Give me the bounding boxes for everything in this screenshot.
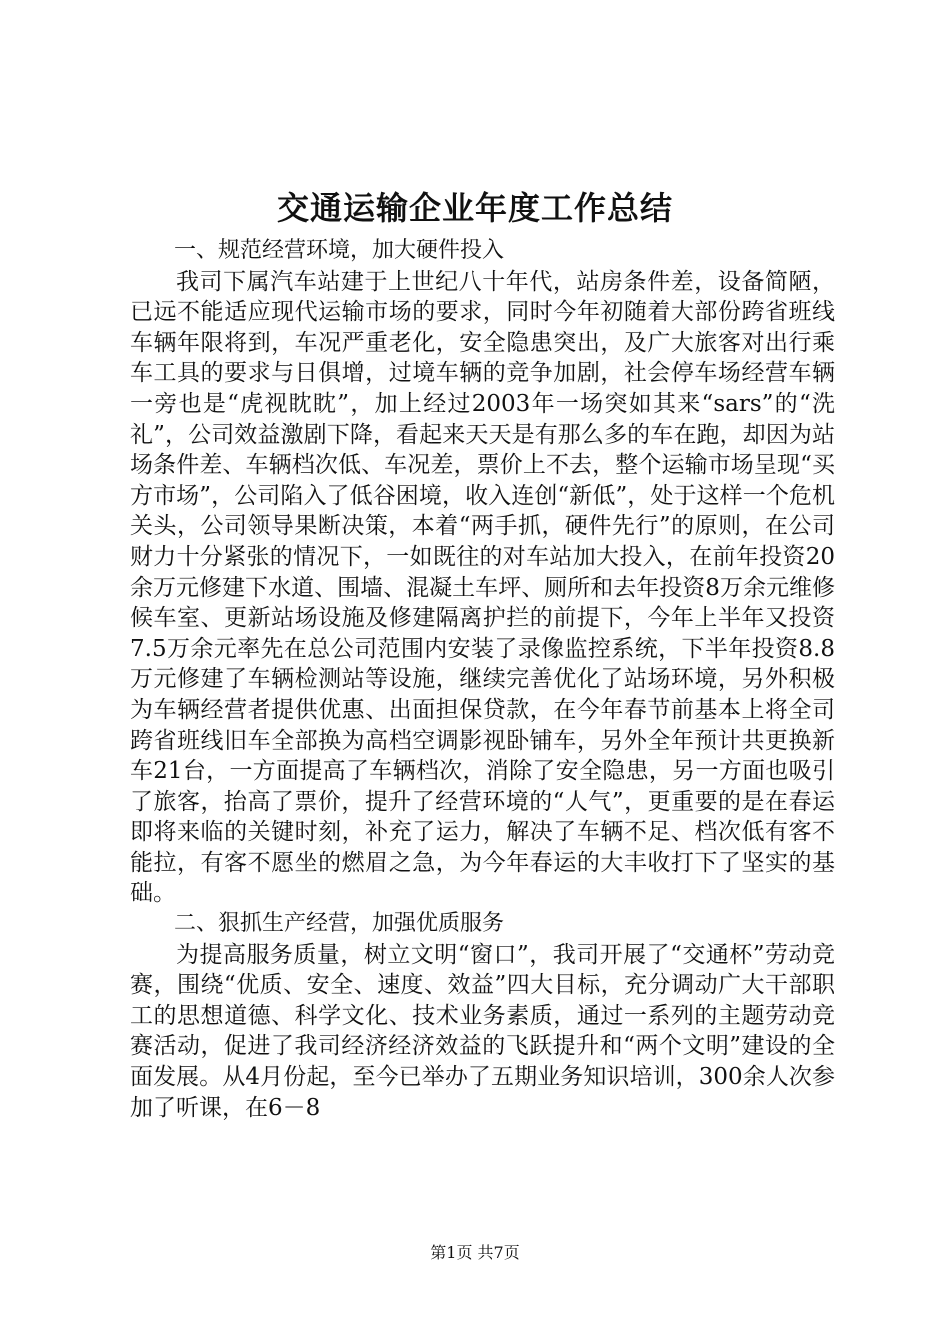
page-number-footer: 第1页 共7页 xyxy=(430,1243,520,1262)
section-heading: 二、狠抓生产经营，加强优质服务 xyxy=(174,911,505,937)
section-paragraph: 为提高服务质量，树立文明“窗口”，我司开展了“交通杯”劳动竞赛，围绕“优质、安全、速度、效益”四大目标，充分调动广大干部职工的思想道德、科学文化、技术业务素质，通过一系列的主题劳动竞赛活动，促进了我司经济经济效益的飞跃提升和“两个文明”建设的全面发展。从4月份起，至今已举办了五期业务知识培训，300余人次参加了听课，在6－8 xyxy=(130,941,835,1121)
section-heading: 一、规范经营环境，加大硬件投入 xyxy=(174,238,505,263)
section-paragraph: 我司下属汽车站建于上世纪八十年代，站房条件差，设备简陋，已远不能适应现代运输市场的要求，同时今年初随着大部份跨省班线车辆年限将到，车况严重老化，安全隐患突出，及广大旅客对出行乘车工具的要求与日俱增，过境车辆的竞争加剧，社会停车场经营车辆一旁也是“虎视眈眈”，加上经过2003年一场突如其来“sars”的“洗礼”，公司效益激剧下降，看起来天天是有那么多的车在跑，却因为站场条件差、车辆档次低、车况差，票价上不去，整个运输市场呈现“买方市场”，公司陷入了低谷困境，收入连创“新低”，处于这样一个危机关头，公司领导果断决策，本着“两手抓，硬件先行”的原则，在公司财力十分紧张的情况下，一如既往的对车站加大投入，在前年投资20余万元修建下水道、围墙、混凝土车坪、厕所和去年投资8万余元维修候车室、更新站场设施及修建隔离护拦的前提下，今年上半年又投资7.5万余元率先在总公司范围内安装了录像监控系统，下半年投资8.8万元修建了车辆检测站等设施，继续完善优化了站场环境，另外积极为车辆经营者提供优惠、出面担保贷款，在今年春节前基本上将全司跨省班线旧车全部换为高档空调影视卧铺车，另外全年预计共更换新车21台，一方面提高了车辆档次，消除了安全隐患，另一方面也吸引了旅客，抬高了票价，提升了经营环境的“人气”，更重要的是在春运即将来临的关键时刻，补充了运力，解决了车辆不足、档次低有客不能拉，有客不愿坐的燃眉之急，为今年春运的大丰收打下了坚实的基础。 xyxy=(130,268,835,907)
document-body xyxy=(130,236,835,1123)
document-title: 交通运输企业年度工作总结 xyxy=(276,189,673,227)
